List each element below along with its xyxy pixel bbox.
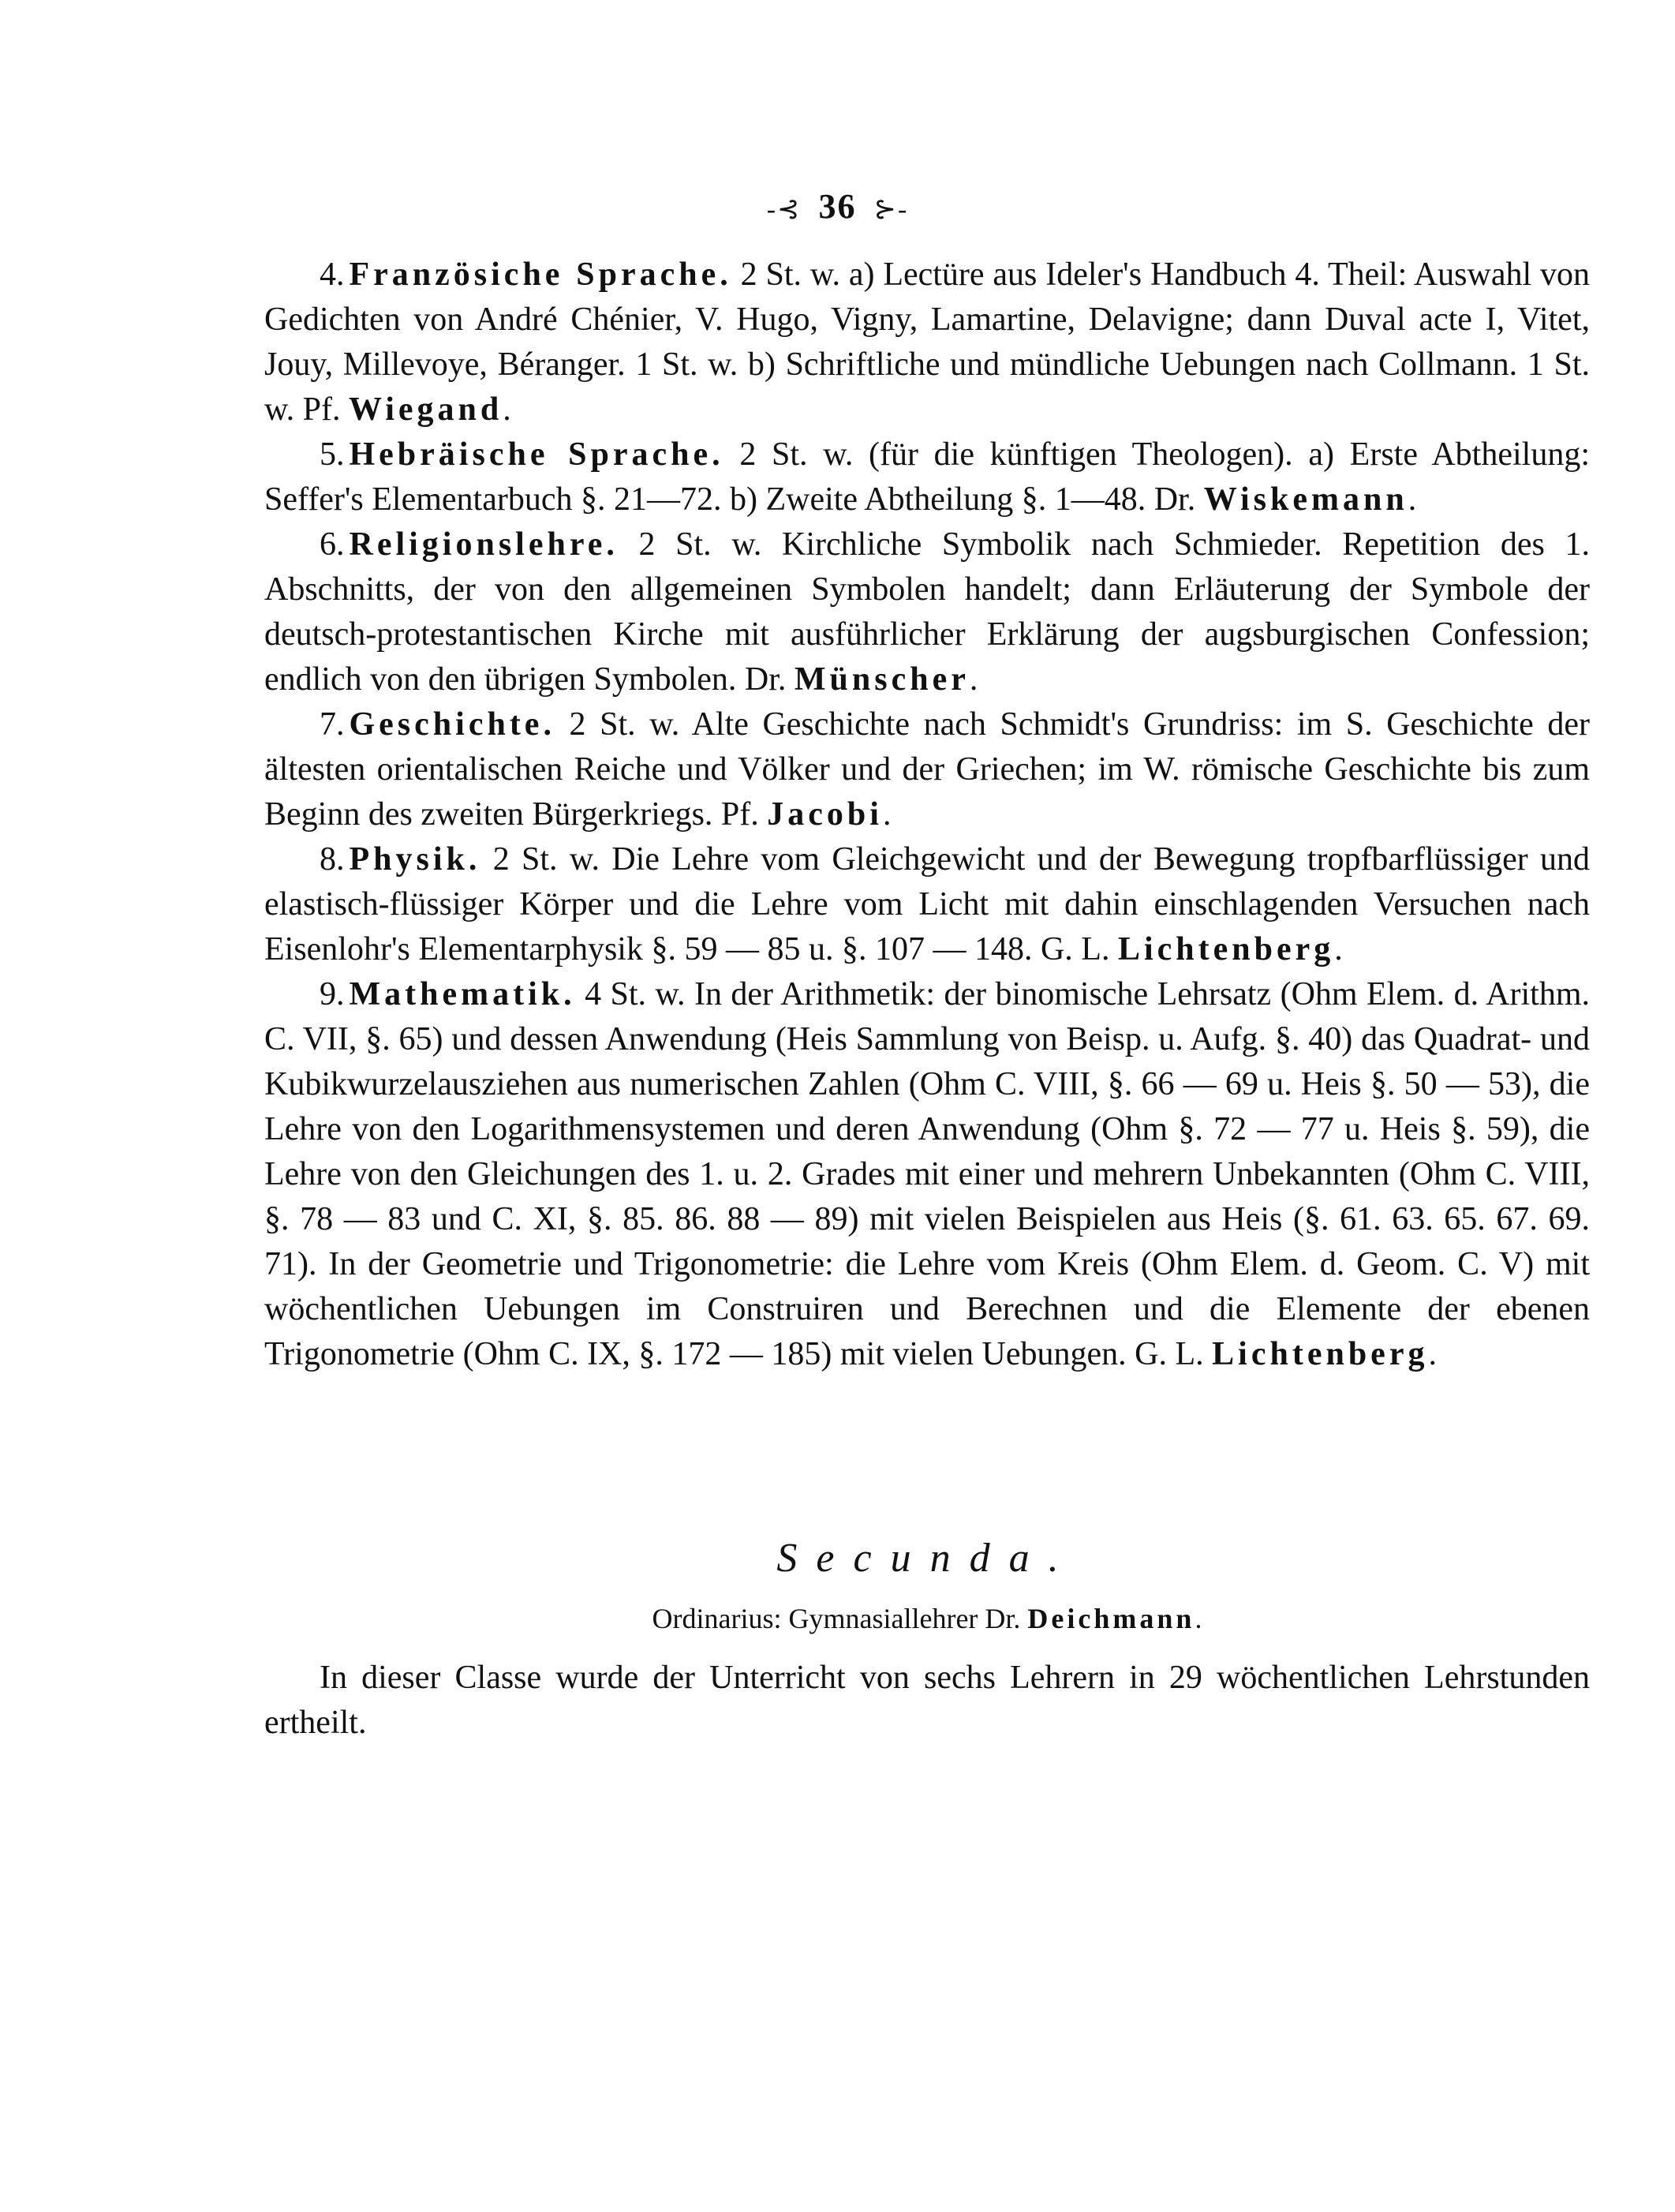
section-number: 9.: [320, 976, 345, 1012]
ordinarius-label: Ordinarius: Gymnasiallehrer Dr.: [652, 1603, 1028, 1634]
ordinarius-name: Deichmann: [1027, 1603, 1195, 1634]
page-number: 36: [818, 187, 857, 226]
subject-title: Hebräische Sprache.: [349, 436, 724, 473]
section-franzoesisch: [264, 253, 1590, 432]
section-text: 2 St. w. Kirchliche Symbolik nach Schmieder. Repetition des 1. Abschnitts, der von den allgemeinen Symbolen handelt; dann Erläuterung der Symbole der deutsch-protestantischen Kirche mit ausführlicher Erklärung der augsburgischen Confession; endlich von den übrigen Symbolen. Dr.: [264, 526, 1590, 698]
sentence-end: .: [1195, 1603, 1202, 1634]
subject-title: Geschichte.: [349, 706, 555, 743]
sentence-end: .: [1428, 1336, 1437, 1372]
subject-title: Physik.: [349, 841, 481, 878]
teacher-name: Münscher: [794, 661, 970, 698]
sentence-end: .: [503, 391, 511, 428]
section-mathematik: [264, 972, 1590, 1377]
subject-title: Mathematik.: [349, 976, 576, 1012]
subject-title: Religionslehre.: [349, 526, 619, 563]
section-number: 5.: [320, 436, 345, 473]
section-number: 7.: [320, 706, 345, 743]
teacher-name: Wiskemann: [1203, 481, 1408, 518]
subject-list: [264, 253, 1590, 1377]
section-text: 2 St. w. (für die künftigen Theologen). a) Erste Abtheilung: Seffer's Elementarbuch §. 21—72. b) Zweite Abtheilung §. 1—48. Dr.: [264, 436, 1590, 518]
sentence-end: .: [969, 661, 978, 698]
section-number: 4.: [320, 256, 345, 293]
section-religionslehre: [264, 522, 1590, 702]
section-number: 8.: [320, 841, 345, 878]
ornament-right-icon: ⊱-: [873, 195, 909, 224]
teacher-name: Jacobi: [767, 796, 883, 833]
class-intro-paragraph: In dieser Classe wurde der Unterricht von sechs Lehrern in 29 wöchentlichen Lehrstunden ertheilt.: [264, 1660, 1590, 1741]
section-number: 6.: [320, 526, 345, 563]
page-header: [0, 186, 1675, 226]
section-heading: Secunda.: [776, 1536, 1078, 1581]
sentence-end: .: [1408, 481, 1417, 518]
section-text: 4 St. w. In der Arithmetik: der binomische Lehrsatz (Ohm Elem. d. Arithm. C. VII, §. 65) und dessen Anwendung (Heis Sammlung von Beisp. u. Aufg. §. 40) das Quadrat- und Kubikwurzelausziehen aus numerischen Zahlen (Ohm C. VIII, §. 66 — 69 u. Heis §. 50 — 53), die Lehre von den Logarithmensystemen und deren Anwendung (Ohm §. 72 — 77 u. Heis §. 59), die Lehre von den Gleichungen des 1. u. 2. Grades mit einer und mehrern Unbekannten (Ohm C. VIII, §. 78 — 83 und C. XI, §. 85. 86. 88 — 89) mit vielen Beispielen aus Heis (§. 61. 63. 65. 67. 69. 71). In der Geometrie und Trigonometrie: die Lehre vom Kreis (Ohm Elem. d. Geom. C. V) mit wöchentlichen Uebungen im Construiren und Berechnen und die Elemente der ebenen Trigonometrie (Ohm C. IX, §. 172 — 185) mit vielen Uebungen. G. L.: [264, 976, 1590, 1372]
teacher-name: Lichtenberg: [1117, 931, 1335, 968]
sentence-end: .: [882, 796, 892, 833]
section-hebraeisch: [264, 432, 1590, 522]
section-physik: [264, 837, 1590, 972]
section-geschichte: [264, 702, 1590, 837]
teacher-name: Lichtenberg: [1212, 1336, 1429, 1372]
ordinarius-line: [264, 1599, 1590, 1638]
section-text: 2 St. w. Die Lehre vom Gleichgewicht und der Bewegung tropfbarflüssiger und elastisch-flüssiger Körper und die Lehre vom Licht mit dahin einschlagenden Versuchen nach Eisenlohr's Elementarphysik §. 59 — 85 u. §. 107 — 148. G. L.: [264, 841, 1590, 968]
section-text: 2 St. w. a) Lectüre aus Ideler's Handbuch 4. Theil: Auswahl von Gedichten von André Chénier, V. Hugo, Vigny, Lamartine, Delavigne; dann Duval acte I, Vitet, Jouy, Millevoye, Béranger. 1 St. w. b) Schriftliche und mündliche Uebungen nach Collmann. 1 St. w. Pf.: [264, 256, 1591, 428]
teacher-name: Wiegand: [348, 391, 503, 428]
subject-title: Französiche Sprache.: [349, 256, 732, 293]
secunda-section: [264, 1531, 1590, 1746]
sentence-end: .: [1334, 931, 1343, 968]
section-text: 2 St. w. Alte Geschichte nach Schmidt's Grundriss: im S. Geschichte der ältesten orientalischen Reiche und Völker und der Griechen; im W. römische Geschichte bis zum Beginn des zweiten Bürgerkriegs. Pf.: [264, 706, 1590, 833]
ornament-left-icon: -⊰: [766, 195, 802, 224]
